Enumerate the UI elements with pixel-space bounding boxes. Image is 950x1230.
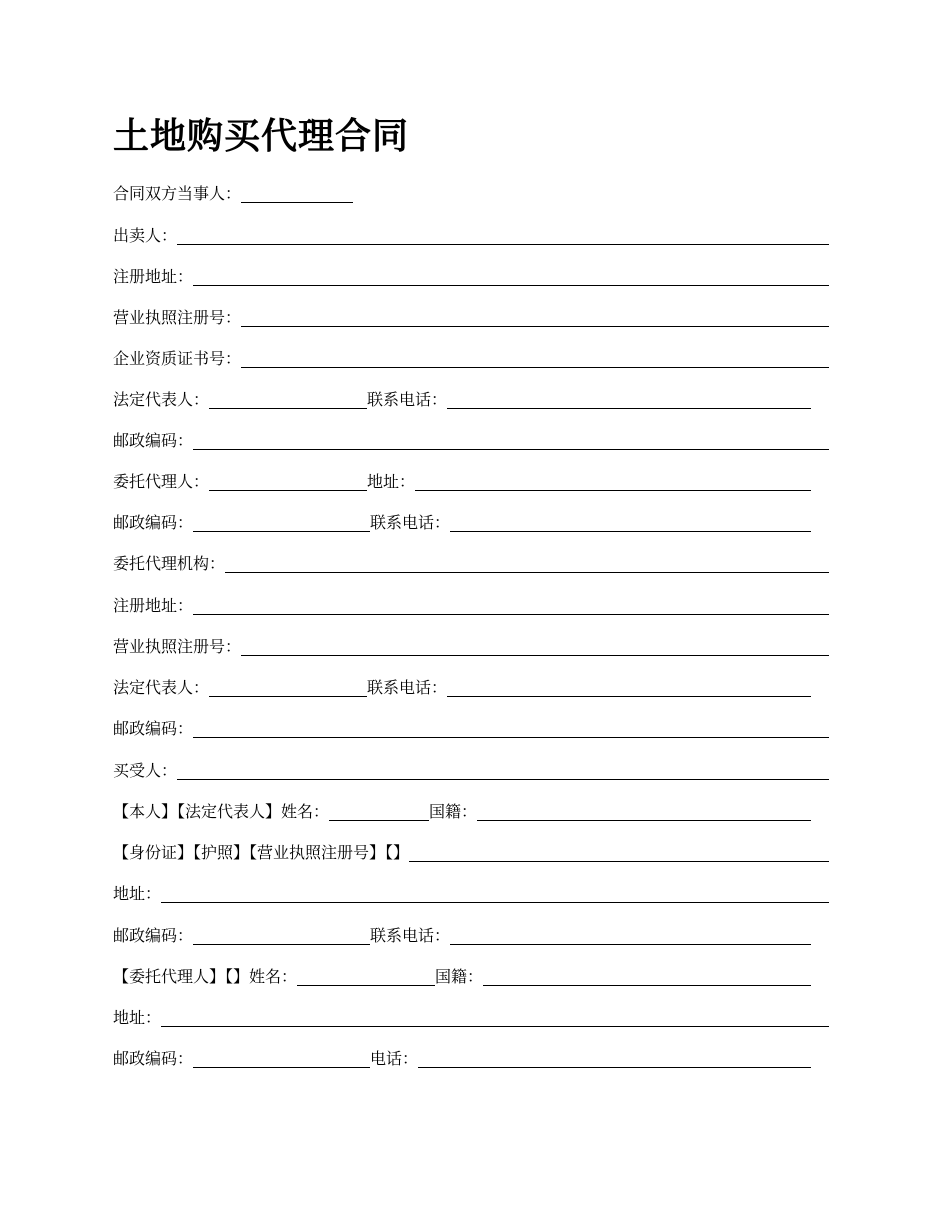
field-label: 地址： bbox=[113, 1008, 162, 1027]
blank-field bbox=[329, 802, 429, 821]
blank-field bbox=[161, 884, 829, 903]
blank-field bbox=[161, 1008, 829, 1027]
field-label: 邮政编码： bbox=[113, 719, 194, 738]
blank-field bbox=[447, 678, 811, 697]
form-line bbox=[113, 180, 829, 206]
form-line bbox=[113, 1004, 829, 1030]
field-label: 邮政编码： bbox=[113, 1049, 194, 1068]
field-label: 联系电话： bbox=[370, 926, 451, 945]
field-label: 买受人： bbox=[113, 761, 178, 780]
blank-field bbox=[477, 802, 811, 821]
field-label: 【委托代理人】【】姓名： bbox=[113, 967, 298, 986]
field-label: 委托代理机构： bbox=[113, 554, 226, 573]
blank-field bbox=[450, 513, 811, 532]
form-line bbox=[113, 550, 829, 576]
blank-field bbox=[209, 390, 367, 409]
form-line bbox=[113, 757, 829, 783]
blank-field bbox=[177, 761, 829, 780]
field-label: 注册地址： bbox=[113, 596, 194, 615]
form-line bbox=[113, 922, 811, 948]
document-title: 土地购买代理合同 bbox=[113, 115, 410, 157]
field-label: 营业执照注册号： bbox=[113, 637, 242, 656]
blank-field bbox=[177, 226, 829, 245]
field-label: 邮政编码： bbox=[113, 513, 194, 532]
field-label: 邮政编码： bbox=[113, 431, 194, 450]
field-label: 地址： bbox=[367, 472, 416, 491]
form-line bbox=[113, 468, 811, 494]
blank-field bbox=[209, 472, 367, 491]
field-label: 注册地址： bbox=[113, 267, 194, 286]
form-line bbox=[113, 839, 829, 865]
form-line bbox=[113, 222, 829, 248]
field-label: 委托代理人： bbox=[113, 472, 210, 491]
blank-field bbox=[409, 843, 829, 862]
field-label: 联系电话： bbox=[367, 390, 448, 409]
form-line bbox=[113, 798, 811, 824]
field-label: 国籍： bbox=[429, 802, 478, 821]
field-label: 法定代表人： bbox=[113, 390, 210, 409]
form-line bbox=[113, 963, 811, 989]
blank-field bbox=[483, 967, 811, 986]
form-line bbox=[113, 633, 829, 659]
blank-field bbox=[193, 596, 829, 615]
form-line bbox=[113, 386, 811, 412]
form-line bbox=[113, 592, 829, 618]
form-line bbox=[113, 263, 829, 289]
field-label: 合同双方当事人： bbox=[113, 184, 242, 203]
blank-field bbox=[209, 678, 367, 697]
field-label: 国籍： bbox=[435, 967, 484, 986]
form-line bbox=[113, 715, 829, 741]
field-label: 【身份证】【护照】【营业执照注册号】【】 bbox=[113, 843, 410, 862]
blank-field bbox=[225, 554, 829, 573]
form-line bbox=[113, 304, 829, 330]
form-line bbox=[113, 427, 829, 453]
field-label: 营业执照注册号： bbox=[113, 308, 242, 327]
blank-field bbox=[415, 472, 811, 491]
blank-field bbox=[241, 637, 829, 656]
blank-field bbox=[418, 1049, 811, 1068]
blank-field bbox=[450, 926, 811, 945]
blank-field bbox=[297, 967, 435, 986]
blank-field bbox=[193, 431, 829, 450]
form-line bbox=[113, 880, 829, 906]
blank-field bbox=[193, 267, 829, 286]
blank-field bbox=[193, 926, 370, 945]
field-label: 联系电话： bbox=[370, 513, 451, 532]
blank-field bbox=[193, 719, 829, 738]
field-label: 电话： bbox=[370, 1049, 419, 1068]
form-line bbox=[113, 674, 811, 700]
blank-field bbox=[241, 349, 829, 368]
field-label: 法定代表人： bbox=[113, 678, 210, 697]
blank-field bbox=[447, 390, 811, 409]
blank-field bbox=[193, 1049, 370, 1068]
field-label: 企业资质证书号： bbox=[113, 349, 242, 368]
blank-field bbox=[193, 513, 370, 532]
form-line bbox=[113, 1045, 811, 1071]
blank-field bbox=[241, 184, 353, 203]
field-label: 【本人】【法定代表人】姓名： bbox=[113, 802, 330, 821]
field-label: 联系电话： bbox=[367, 678, 448, 697]
blank-field bbox=[241, 308, 829, 327]
form-line bbox=[113, 509, 811, 535]
field-label: 邮政编码： bbox=[113, 926, 194, 945]
field-label: 地址： bbox=[113, 884, 162, 903]
field-label: 出卖人： bbox=[113, 226, 178, 245]
form-line bbox=[113, 345, 829, 371]
